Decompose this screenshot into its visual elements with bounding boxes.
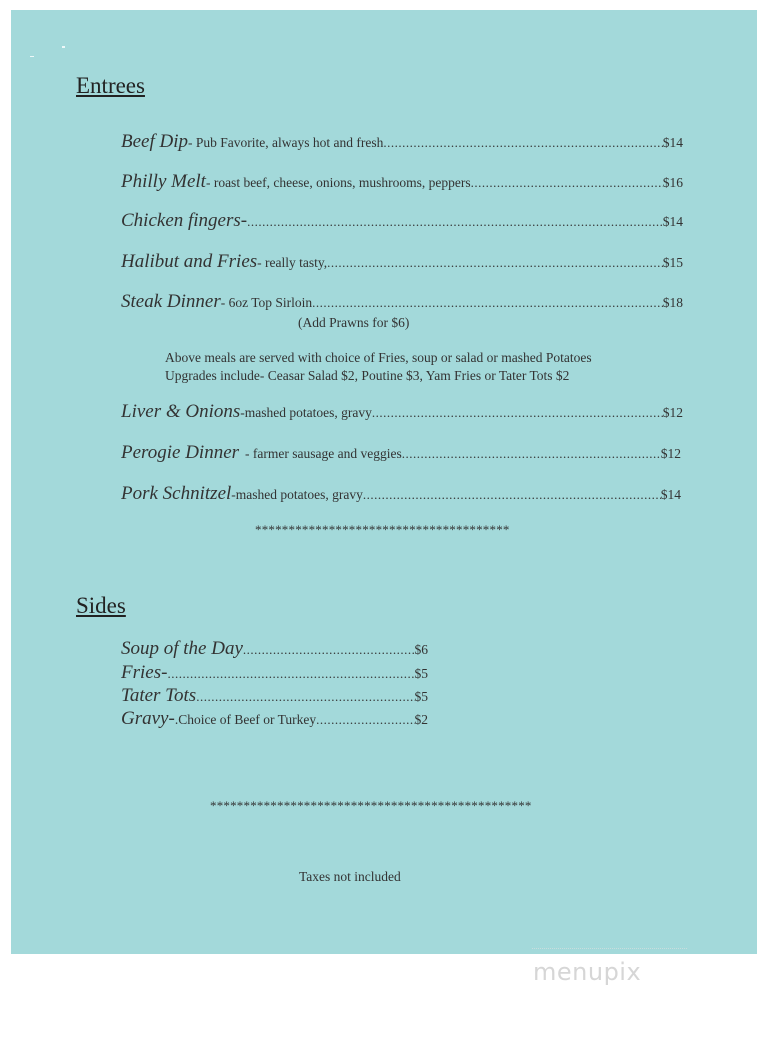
item-price: $6 [414, 642, 428, 657]
item-name: Chicken fingers- [121, 210, 248, 231]
item-description: - 6oz Top Sirloin [220, 295, 313, 310]
item-description: - roast beef, cheese, onions, mushrooms, peppers [205, 175, 471, 190]
dot-leader [196, 689, 414, 705]
side-item-gravy [121, 708, 428, 730]
menupix-watermark: menupix [533, 958, 642, 986]
menu-item-pork-schnitzel [121, 483, 681, 505]
dot-leader [312, 295, 663, 311]
item-price: $2 [414, 712, 428, 727]
scan-speck [30, 56, 34, 57]
item-price: $15 [662, 255, 683, 270]
item-description: .Choice of Beef or Turkey [174, 712, 317, 727]
sides-heading: Sides [76, 593, 126, 618]
scan-speck [62, 46, 65, 48]
dot-leader [383, 135, 662, 151]
menu-item-steak-dinner [121, 291, 683, 313]
dot-leader [471, 175, 663, 191]
item-price: $5 [414, 689, 428, 704]
dot-leader [243, 642, 415, 658]
item-description: -mashed potatoes, gravy [231, 487, 363, 502]
item-price: $16 [662, 175, 683, 190]
item-price: $14 [662, 214, 683, 229]
item-name: Steak Dinner [121, 291, 221, 312]
item-description: - farmer sausage and veggies [245, 446, 402, 461]
item-name: Fries- [121, 662, 168, 683]
item-price: $12 [660, 446, 681, 461]
prawns-addon-note: (Add Prawns for $6) [298, 315, 410, 330]
item-name: Pork Schnitzel [121, 483, 232, 504]
item-name: Tater Tots [121, 685, 197, 706]
dot-leader [327, 255, 663, 271]
item-price: $18 [662, 295, 683, 310]
item-name: Soup of the Day [121, 638, 243, 659]
menu-item-beef-dip [121, 131, 683, 153]
entrees-heading: Entrees [76, 73, 145, 98]
menu-item-perogie-dinner [121, 442, 681, 464]
side-item-soup [121, 638, 428, 660]
taxes-note: Taxes not included [299, 869, 401, 884]
item-price: $12 [662, 405, 683, 420]
menu-item-halibut-and-fries [121, 251, 683, 273]
side-item-tater-tots [121, 685, 428, 707]
item-name: Perogie Dinner [121, 442, 240, 463]
sides-divider: ************************************************ [210, 798, 532, 813]
dot-leader [316, 712, 414, 728]
item-name: Gravy- [121, 708, 175, 729]
menu-item-philly-melt [121, 171, 683, 193]
dot-leader [402, 446, 661, 462]
item-name: Philly Melt [121, 171, 206, 192]
item-description: -mashed potatoes, gravy [240, 405, 372, 420]
dot-leader [247, 214, 663, 230]
item-name: Beef Dip [121, 131, 189, 152]
item-price: $14 [660, 487, 681, 502]
menu-item-liver-and-onions [121, 401, 683, 423]
served-with-note: Above meals are served with choice of Fries, soup or salad or mashed Potatoes [165, 350, 592, 365]
upgrades-note: Upgrades include- Ceasar Salad $2, Poutine $3, Yam Fries or Tater Tots $2 [165, 368, 570, 383]
watermark-dots [532, 948, 687, 951]
item-description: - Pub Favorite, always hot and fresh [188, 135, 384, 150]
item-description: - really tasty, [257, 255, 328, 270]
item-name: Liver & Onions [121, 401, 241, 422]
item-price: $5 [414, 666, 428, 681]
item-name: Halibut and Fries [121, 251, 258, 272]
menu-item-chicken-fingers [121, 210, 683, 232]
entrees-divider: ************************************** [255, 522, 510, 537]
item-price: $14 [662, 135, 683, 150]
dot-leader [167, 666, 414, 682]
dot-leader [372, 405, 663, 421]
side-item-fries [121, 662, 428, 684]
dot-leader [363, 487, 661, 503]
